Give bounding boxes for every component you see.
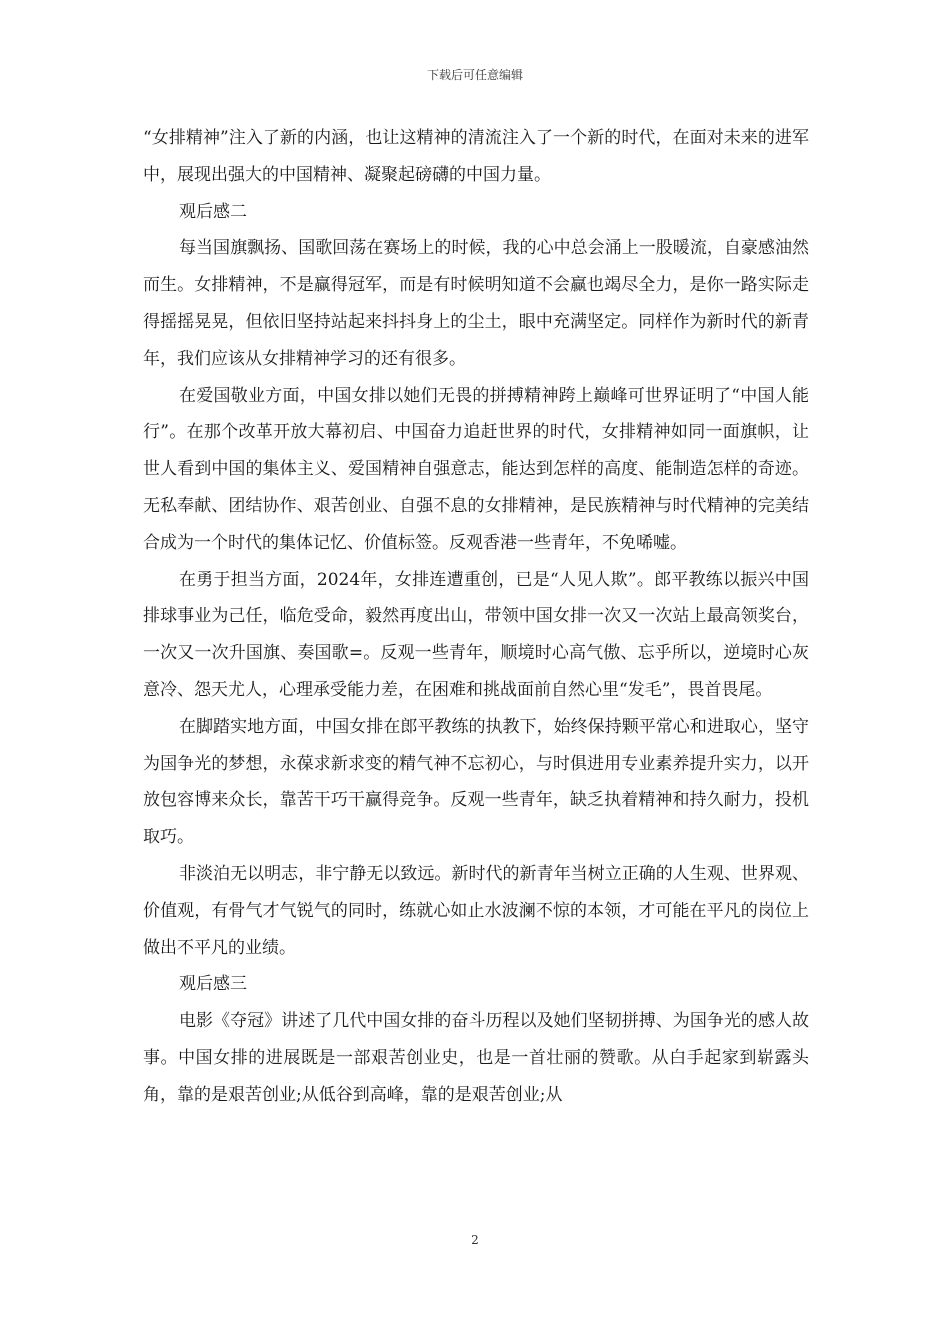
document-body <box>143 120 809 1114</box>
paragraph: 在勇于担当方面，2024年，女排连遭重创，已是“人见人欺”。郎平教练以振兴中国排球事业为己任，临危受命，毅然再度出山，带领中国女排一次又一次站上最高领奖台，一次又一次升国旗、奏国歌=。反观一些青年，顺境时心高气傲、忘乎所以，逆境时心灰意冷、怨天尤人，心理承受能力差，在困难和挑战面前自然心里“发毛”，畏首畏尾。 <box>143 569 809 700</box>
paragraph: 在爱国敬业方面，中国女排以她们无畏的拼搏精神跨上巅峰可世界证明了“中国人能行”。在那个改革开放大幕初启、中国奋力追赶世界的时代，女排精神如同一面旗帜，让世人看到中国的集体主义、爱国精神自强意志，能达到怎样的高度、能制造怎样的奇迹。无私奉献、团结协作、艰苦创业、自强不息的女排精神，是民族精神与时代精神的完美结合成为一个时代的集体记忆、价值标签。反观香港一些青年，不免唏嘘。 <box>143 385 809 553</box>
page-header: 下载后可任意编辑 <box>426 68 523 82</box>
paragraph: 电影《夺冠》讲述了几代中国女排的奋斗历程以及她们坚韧拼搏、为国争光的感人故事。中国女排的进展既是一部艰苦创业史，也是一首壮丽的赞歌。从白手起家到崭露头角，靠的是艰苦创业;从低谷到高峰，靠的是艰苦创业;从 <box>143 1011 809 1105</box>
paragraph: 在脚踏实地方面，中国女排在郎平教练的执教下，始终保持颗平常心和进取心，坚守为国争光的梦想，永葆求新求变的精气神不忘初心，与时俱进用专业素养提升实力，以开放包容博来众长，靠苦干巧干赢得竞争。反观一些青年，缺乏执着精神和持久耐力，投机取巧。 <box>143 716 809 848</box>
paragraph: 每当国旗飘扬、国歌回荡在赛场上的时候，我的心中总会涌上一股暖流，自豪感油然而生。女排精神，不是赢得冠军，而是有时候明知道不会赢也竭尽全力，是你一路实际走得摇摇晃晃，但依旧坚持站起来抖抖身上的尘土，眼中充满坚定。同样作为新时代的新青年，我们应该从女排精神学习的还有很多。 <box>143 238 809 369</box>
paragraph: “女排精神”注入了新的内涵，也让这精神的清流注入了一个新的时代，在面对未来的进军中，展现出强大的中国精神、凝聚起磅礴的中国力量。 <box>143 128 809 185</box>
page-number: 2 <box>471 1233 479 1247</box>
section-heading: 观后感三 <box>179 974 247 995</box>
section-heading: 观后感二 <box>179 201 247 222</box>
paragraph: 非淡泊无以明志，非宁静无以致远。新时代的新青年当树立正确的人生观、世界观、价值观，有骨气才气锐气的同时，练就心如止水波澜不惊的本领，才可能在平凡的岗位上做出不平凡的业绩。 <box>143 863 809 958</box>
